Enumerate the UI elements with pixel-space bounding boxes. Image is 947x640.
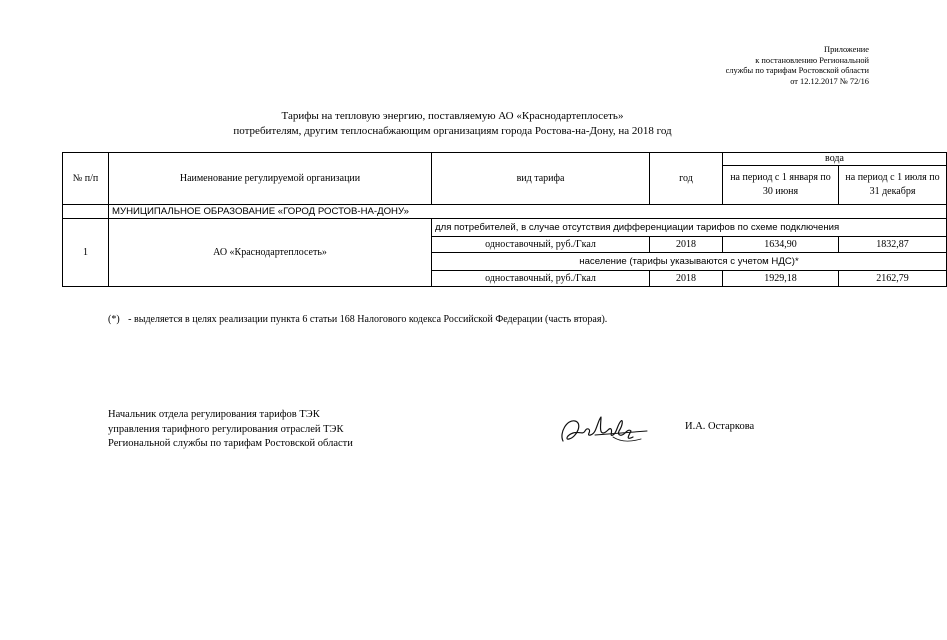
tariff-type-cell: одноставочный, руб./Гкал — [432, 271, 650, 287]
title-line-1: Тарифы на тепловую энергию, поставляемую АО «Краснодартеплосеть» — [281, 110, 624, 122]
header-first-half: на период с 1 января по 30 июня — [723, 166, 839, 205]
tariff-type-cell: одноставочный, руб./Гкал — [432, 237, 650, 253]
signatory-title-line: Начальник отдела регулирования тарифов ТЭК — [108, 409, 320, 420]
section-population-label: население (тарифы указываются с учетом НДС)* — [432, 253, 947, 271]
header-second-half: на период с 1 июля по 31 декабря — [839, 166, 947, 205]
document-title — [0, 109, 905, 139]
header-number: № п/п — [63, 153, 109, 205]
handwritten-signature — [555, 411, 650, 451]
empty-cell — [63, 205, 109, 219]
organization-name: АО «Краснодартеплосеть» — [109, 219, 432, 287]
appendix-note — [639, 45, 869, 88]
signatory-title-line: управления тарифного регулирования отраслей ТЭК — [108, 423, 344, 435]
row-number: 1 — [63, 219, 109, 287]
section-consumers-label: для потребителей, в случае отсутствия дифференциации тарифов по схеме подключения — [432, 219, 947, 237]
signer-name: И.А. Остаркова — [685, 421, 755, 432]
header-organization: Наименование регулируемой организации — [109, 153, 432, 205]
value-second-half: 2162,79 — [839, 271, 947, 287]
footnote-text: - выделяется в целях реализации пункта 6 статьи 168 Налогового кодекса Российской Федерации (часть вторая). — [125, 314, 608, 325]
value-first-half: 1634,90 — [723, 237, 839, 253]
appendix-line: службы по тарифам Ростовской области — [725, 66, 869, 76]
header-year: год — [650, 153, 723, 205]
appendix-line: к постановлению Региональной — [755, 55, 869, 65]
signatory-title — [108, 408, 353, 452]
title-line-2: потребителям, другим теплоснабжающим организациям города Ростова-на-Дону, на 2018 год — [233, 125, 672, 137]
municipality-row: МУНИЦИПАЛЬНОЕ ОБРАЗОВАНИЕ «ГОРОД РОСТОВ-НА-ДОНУ» — [109, 205, 947, 219]
tariff-table — [62, 152, 947, 287]
value-first-half: 1929,18 — [723, 271, 839, 287]
year-cell: 2018 — [650, 271, 723, 287]
year-cell: 2018 — [650, 237, 723, 253]
appendix-line: Приложение — [824, 45, 869, 54]
appendix-line: от 12.12.2017 № 72/16 — [790, 77, 869, 87]
footnote — [108, 314, 607, 325]
value-second-half: 1832,87 — [839, 237, 947, 253]
header-tariff-type: вид тарифа — [432, 153, 650, 205]
signatory-title-line: Региональной службы по тарифам Ростовской области — [108, 438, 353, 450]
header-water: вода — [723, 153, 947, 166]
footnote-marker: (*) — [108, 314, 120, 325]
